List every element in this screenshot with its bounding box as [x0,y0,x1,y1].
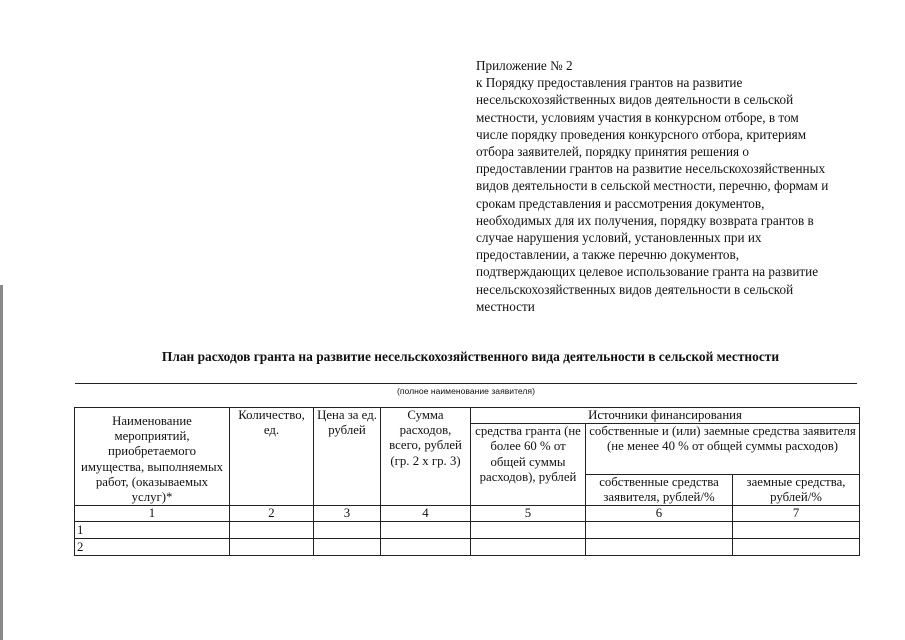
header-item-name: Наименование мероприятий, приобретаемого имущества, выполняемых работ, (оказываемых услуг)* [75,408,230,506]
table-cell [381,522,471,539]
table-cell [230,522,314,539]
header-own-borrowed-funds: собственные и (или) заемные средства заявителя (не менее 40 % от общей суммы расходов) [586,424,860,475]
table-cell [471,522,586,539]
row-number: 1 [75,522,230,539]
header-unit-price: Цена за ед. рублей [314,408,381,506]
table-cell [314,522,381,539]
table-cell [230,539,314,556]
column-number: 6 [586,506,733,522]
header-total-sum: Сумма расходов, всего, рублей (гр. 2 х гр. 3) [381,408,471,506]
column-number: 1 [75,506,230,522]
header-own-funds: собственные средства заявителя, рублей/% [586,474,733,505]
appendix-text: к Порядку предоставления грантов на развитие несельскохозяйственных видов деятельности в сельской местности, условиям участия в конкурсном отборе, в том числе порядку проведения конкурсного отбора, критериям отбора заявителей, порядку принятия решения о предоставлении грантов на развитие несельскохозяйственных видов деятельности в сельской местности, перечню, формам и срокам представления и рассмотрения документов, необходимых для их получения, порядку возврата грантов в случае нарушения условий, установленных при их предоставлении, а также перечню документов, подтверждающих целевое использование гранта на развитие несельскохозяйственных видов деятельности в сельской местности [476,75,829,314]
table-cell [586,539,733,556]
document-title: План расходов гранта на развитие несельскохозяйственного вида деятельности в сельской местности [161,349,780,364]
expense-plan-table [74,407,860,556]
table-row [75,522,860,539]
appendix-heading: Приложение № 2 [476,58,573,73]
applicant-name-line [75,383,857,384]
column-number: 4 [381,506,471,522]
scan-left-edge [0,285,3,640]
column-number-row [75,506,860,522]
column-number: 3 [314,506,381,522]
header-quantity: Количество, ед. [230,408,314,506]
column-number: 5 [471,506,586,522]
header-borrowed-funds: заемные средства, рублей/% [733,474,860,505]
table-cell [733,522,860,539]
table-cell [314,539,381,556]
header-row-1 [75,408,860,424]
table-cell [733,539,860,556]
column-number: 2 [230,506,314,522]
appendix-block [476,57,881,315]
row-number: 2 [75,539,230,556]
table-cell [381,539,471,556]
header-funding-sources: Источники финансирования [471,408,860,424]
table-row [75,539,860,556]
applicant-caption: (полное наименование заявителя) [397,386,535,396]
header-grant-funds: средства гранта (не более 60 % от общей суммы расходов), рублей [471,424,586,506]
table-cell [586,522,733,539]
column-number: 7 [733,506,860,522]
table-cell [471,539,586,556]
